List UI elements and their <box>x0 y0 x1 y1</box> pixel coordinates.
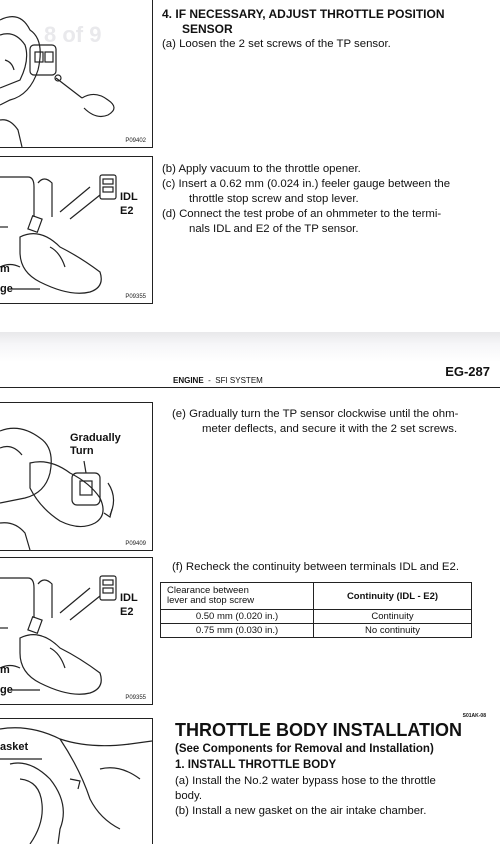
table-cell-continuity: Continuity <box>314 610 472 624</box>
figure-turn-sensor <box>0 402 153 551</box>
section-title: THROTTLE BODY INSTALLATION <box>175 720 462 740</box>
continuity-table <box>160 582 472 638</box>
header-engine: ENGINE <box>173 376 204 385</box>
label-ohmmeter: m <box>0 263 10 275</box>
figure-ohmmeter-connection <box>0 156 153 304</box>
label-ohmmeter: m <box>0 664 10 676</box>
gasket-illustration <box>0 719 152 844</box>
section-subtitle: (See Components for Removal and Installation) <box>175 743 434 755</box>
step-4c-line1: (c) Insert a 0.62 mm (0.024 in.) feeler gauge between the <box>162 178 451 190</box>
header-section: SFI SYSTEM <box>215 376 263 385</box>
label-gauge: ge <box>0 684 13 696</box>
table-row <box>161 610 472 624</box>
step-1a-line2: body. <box>175 790 203 802</box>
step-4d-line1: (d) Connect the test probe of an ohmmeter to the termi- <box>162 208 442 220</box>
label-idl: IDL <box>120 191 138 203</box>
installation-section <box>175 718 490 819</box>
step-e-line1: (e) Gradually turn the TP sensor clockwise until the ohm- <box>172 408 459 420</box>
table-header-continuity: Continuity (IDL - E2) <box>314 583 472 610</box>
table-header-row <box>161 583 472 610</box>
header-rule <box>0 387 500 388</box>
figure-gasket <box>0 718 153 844</box>
label-turn: Turn <box>70 445 94 457</box>
steps-b-to-d <box>162 162 482 237</box>
header-separator: - <box>208 376 211 385</box>
step-title-cont: SENSOR <box>182 22 233 36</box>
ohmmeter-illustration <box>0 558 152 704</box>
ohmmeter-illustration <box>0 157 152 303</box>
label-gauge: ge <box>0 283 13 295</box>
label-e2: E2 <box>120 606 134 618</box>
step-4c-line2: throttle stop screw and stop lever. <box>189 193 359 205</box>
figure-number: P09355 <box>125 294 146 300</box>
figure-number: P09409 <box>125 541 146 547</box>
page-code: EG-287 <box>445 364 490 379</box>
step-title: IF NECESSARY, ADJUST THROTTLE POSITION <box>175 7 445 21</box>
step-e-line2: meter deflects, and secure it with the 2 set screws. <box>202 423 458 435</box>
step-1-title: 1. INSTALL THROTTLE BODY <box>175 759 337 771</box>
table-row <box>161 624 472 638</box>
figure-loosen-screws <box>0 0 153 148</box>
page-divider <box>0 332 500 362</box>
label-idl: IDL <box>120 592 138 604</box>
figure-number: P09402 <box>125 138 146 144</box>
label-e2: E2 <box>120 205 134 217</box>
header-clearance-line1: Clearance between <box>167 585 249 596</box>
step-1b: (b) Install a new gasket on the air intake chamber. <box>175 805 427 817</box>
figure-recheck-continuity <box>0 557 153 705</box>
step-4b: (b) Apply vacuum to the throttle opener. <box>162 163 361 175</box>
step-4a: (a) Loosen the 2 set screws of the TP sensor. <box>162 38 391 50</box>
watermark: 8 of 9 <box>44 22 102 47</box>
figure-number: P09355 <box>125 695 146 701</box>
step-f: (f) Recheck the continuity between terminals IDL and E2. <box>172 561 460 573</box>
header-clearance-line2: lever and stop screw <box>167 595 255 606</box>
table-cell-clearance: 0.75 mm (0.030 in.) <box>161 624 314 638</box>
step-1a-line1: (a) Install the No.2 water bypass hose to the throttle <box>175 775 436 787</box>
tp-sensor-illustration <box>0 403 152 550</box>
step-number: 4. <box>162 7 173 21</box>
label-gradually: Gradually <box>70 432 121 444</box>
step-4-heading <box>162 7 482 52</box>
table-header-clearance <box>161 583 314 610</box>
label-gasket: asket <box>0 741 29 753</box>
page-header <box>173 376 263 385</box>
table-cell-continuity: No continuity <box>314 624 472 638</box>
step-4d-line2: nals IDL and E2 of the TP sensor. <box>189 223 359 235</box>
ref-code: S01AK-08 <box>462 713 486 719</box>
step-e <box>172 407 487 437</box>
table-cell-clearance: 0.50 mm (0.020 in.) <box>161 610 314 624</box>
